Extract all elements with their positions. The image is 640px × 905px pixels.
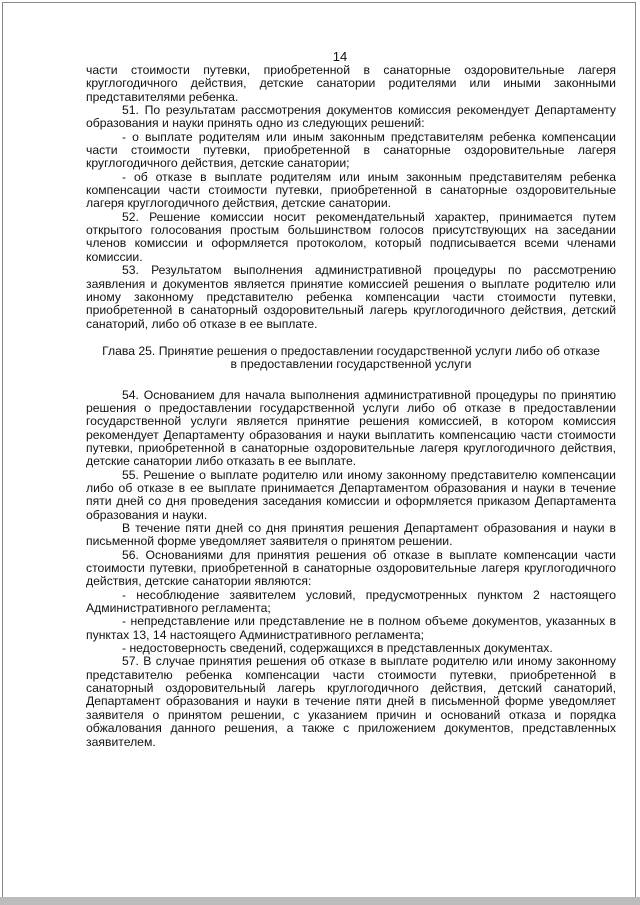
paragraph-53: 53. Результатом выполнения административной процедуры по рассмотрению заявления и документов является принятие комиссией решения о выплате родителю или иному законному представителю ребенка компенсации части стоимости путевки, приобретенной в санаторный оздоровительный лагерь круглогодичного действия, детский санаторий, либо об отказе в ее выплате.	[86, 263, 616, 331]
paragraph-54: 54. Основанием для начала выполнения административной процедуры по принятию решения о предоставлении государственной услуги либо об отказе в предоставлении государственной услуги является принятие решения комиссией, в котором комиссия рекомендует Департаменту образования и науки выплатить компенсацию части стоимости путевки, приобретенной в санаторные оздоровительные лагеря круглогодичного действия, детские санатории либо отказать в ее выплате.	[86, 387, 616, 469]
list-item-refusal: - об отказе в выплате родителям или иным законным представителям ребенка компенсации части стоимости путевки, приобретенной в санаторные оздоровительные лагеря круглогодичного действия, детские санатории.	[86, 169, 616, 211]
chapter-heading	[86, 345, 616, 372]
chapter-heading-line-1: Глава 25. Принятие решения о предоставлении государственной услуги либо об отказе	[102, 343, 600, 358]
paragraph-56: 56. Основаниями для принятия решения об отказе в выплате компенсации части стоимости путевки, приобретенной в санаторные оздоровительные лагеря круглогодичного действия, детские санатории являются:	[86, 547, 616, 589]
list-item-payment: - о выплате родителям или иным законным представителям ребенка компенсации части стоимости путевки, приобретенной в санаторные оздоровительные лагеря круглогодичного действия, детские санатории;	[86, 129, 616, 171]
document-body	[86, 64, 616, 749]
paragraph-continuation: части стоимости путевки, приобретенной в санаторные оздоровительные лагеря круглогодичного действия, детские санатории родителями или иными законными представителями ребенка.	[86, 63, 616, 104]
page-number: 14	[332, 49, 348, 64]
list-item-documents: - непредставление или представление не в полном объеме документов, указанных в пунктах 13, 14 настоящего Административного регламента;	[86, 614, 616, 642]
paragraph-notification: В течение пяти дней со дня принятия решения Департамент образования и науки в письменной форме уведомляет заявителя о принятом решении.	[86, 521, 616, 549]
list-item-unreliable: - недостоверность сведений, содержащихся в представленных документах.	[122, 641, 553, 656]
list-item-conditions: - несоблюдение заявителем условий, предусмотренных пунктом 2 настоящего Административного регламента;	[86, 587, 616, 616]
paragraph-55: 55. Решение о выплате родителю или иному законному представителю компенсации либо об отказе в ее выплате принимается Департаментом образования и науки в течение пяти дней со дня проведения заседания комиссии и оформляется приказом Департамента образования и науки.	[86, 467, 616, 522]
chapter-heading-line-2: в предоставлении государственной услуги	[230, 357, 472, 372]
paragraph-52: 52. Решение комиссии носит рекомендательный характер, принимается путем открытого голосования простым большинством голосов присутствующих на заседании членов комиссии и оформляется протоколом, который подписывается всеми членами комиссии.	[86, 209, 616, 264]
scan-edge-band	[0, 897, 640, 905]
paragraph-57: 57. В случае принятия решения об отказе в выплате родителю или иному законному представителю ребенка компенсации части стоимости путевки, приобретенной в санаторный оздоровительный лагерь круглогодичного действия, детский санаторий, Департамент образования и науки в течение пяти дней в письменной форме уведомляет заявителя о принятом решении, с указанием причин и оснований отказа и порядка обжалования данного решения, а также с приложением документов, представленных заявителем.	[86, 654, 616, 749]
paragraph-51: 51. По результатам рассмотрения документов комиссия рекомендует Департаменту образования и науки принять одно из следующих решений:	[86, 103, 616, 131]
